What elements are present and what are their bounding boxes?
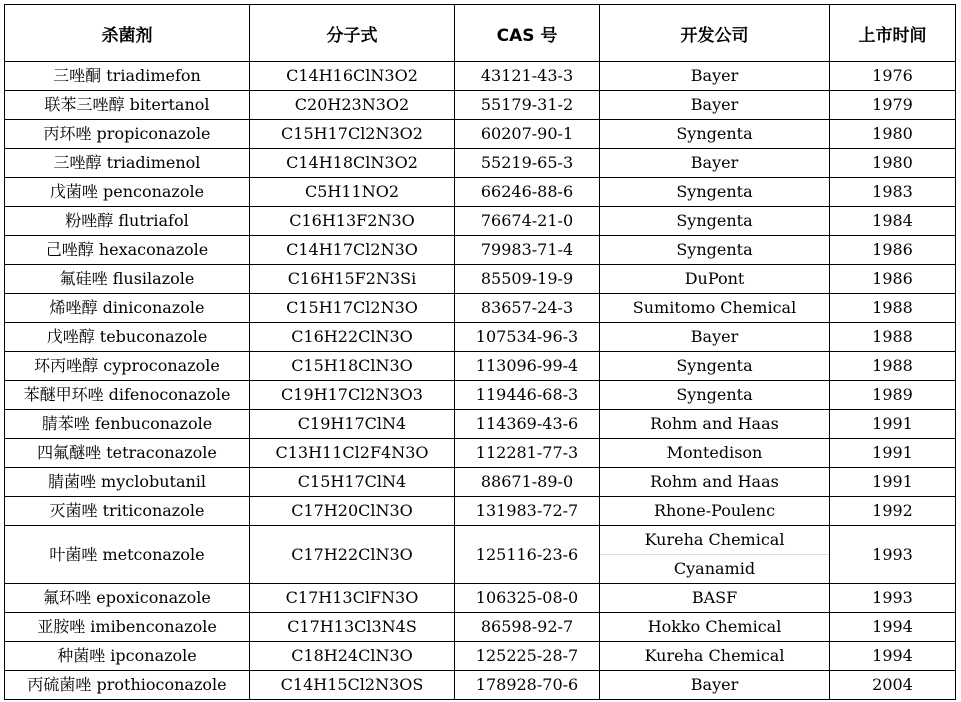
- fungicide-cell: 苯醚甲环唑 difenoconazole: [5, 381, 250, 410]
- year-cell: 1992: [830, 497, 956, 526]
- fungicide-cell: 四氟醚唑 tetraconazole: [5, 439, 250, 468]
- year-cell: 1991: [830, 410, 956, 439]
- company-name: Sumitomo Chemical: [632, 298, 797, 317]
- year-cell: 1986: [830, 236, 956, 265]
- table-row: [5, 149, 956, 178]
- table-row: [5, 62, 956, 91]
- table-row: [5, 120, 956, 149]
- formula-cell: C17H20ClN3O: [250, 497, 455, 526]
- company-name: Hokko Chemical: [647, 617, 782, 636]
- formula-cell: C16H22ClN3O: [250, 323, 455, 352]
- fungicide-cell: 三唑酮 triadimefon: [5, 62, 250, 91]
- formula-cell: C17H13ClFN3O: [250, 584, 455, 613]
- cas-cell: 43121-43-3: [455, 62, 600, 91]
- company-cell: [600, 526, 830, 584]
- table-row: [5, 584, 956, 613]
- year-cell: 2004: [830, 671, 956, 700]
- formula-cell: C15H17Cl2N3O2: [250, 120, 455, 149]
- company-cell: [600, 352, 830, 381]
- formula-cell: C14H16ClN3O2: [250, 62, 455, 91]
- table-row: [5, 207, 956, 236]
- cas-cell: 113096-99-4: [455, 352, 600, 381]
- cas-cell: 66246-88-6: [455, 178, 600, 207]
- fungicide-cell: 腈苯唑 fenbuconazole: [5, 410, 250, 439]
- fungicide-cell: 氟硅唑 flusilazole: [5, 265, 250, 294]
- formula-cell: C5H11NO2: [250, 178, 455, 207]
- formula-cell: C13H11Cl2F4N3O: [250, 439, 455, 468]
- year-cell: 1993: [830, 526, 956, 584]
- cas-cell: 114369-43-6: [455, 410, 600, 439]
- year-cell: 1980: [830, 149, 956, 178]
- company-cell: [600, 323, 830, 352]
- cas-cell: 60207-90-1: [455, 120, 600, 149]
- company-name: Kureha Chemical: [644, 646, 785, 665]
- company-cell: [600, 584, 830, 613]
- year-cell: 1994: [830, 613, 956, 642]
- header-fungicide: 杀菌剂: [5, 5, 250, 62]
- company-name: DuPont: [684, 269, 745, 288]
- cas-cell: 86598-92-7: [455, 613, 600, 642]
- year-cell: 1989: [830, 381, 956, 410]
- fungicide-cell: 粉唑醇 flutriafol: [5, 207, 250, 236]
- company-name: Syngenta: [676, 182, 753, 201]
- company-name: Syngenta: [676, 240, 753, 259]
- company-cell: [600, 468, 830, 497]
- fungicide-cell: 联苯三唑醇 bitertanol: [5, 91, 250, 120]
- table-row: [5, 265, 956, 294]
- cas-cell: 106325-08-0: [455, 584, 600, 613]
- table-header: [5, 5, 956, 62]
- formula-cell: C20H23N3O2: [250, 91, 455, 120]
- company-cell: [600, 265, 830, 294]
- year-cell: 1976: [830, 62, 956, 91]
- formula-cell: C14H17Cl2N3O: [250, 236, 455, 265]
- company-cell: [600, 149, 830, 178]
- cas-cell: 125116-23-6: [455, 526, 600, 584]
- company-name: Bayer: [690, 675, 739, 694]
- fungicide-cell: 己唑醇 hexaconazole: [5, 236, 250, 265]
- formula-cell: C19H17Cl2N3O3: [250, 381, 455, 410]
- fungicide-cell: 环丙唑醇 cyproconazole: [5, 352, 250, 381]
- header-cas: CAS 号: [455, 5, 600, 62]
- company-cell: [600, 410, 830, 439]
- company-cell: [600, 439, 830, 468]
- fungicide-cell: 丙环唑 propiconazole: [5, 120, 250, 149]
- company-cell: [600, 497, 830, 526]
- table-row: [5, 671, 956, 700]
- company-name: Syngenta: [676, 385, 753, 404]
- company-cell: [600, 294, 830, 323]
- company-cell: [600, 62, 830, 91]
- header-formula: 分子式: [250, 5, 455, 62]
- formula-cell: C14H15Cl2N3OS: [250, 671, 455, 700]
- table-row: [5, 613, 956, 642]
- formula-cell: C15H18ClN3O: [250, 352, 455, 381]
- table-row: [5, 178, 956, 207]
- table-row: [5, 468, 956, 497]
- cas-cell: 125225-28-7: [455, 642, 600, 671]
- cas-cell: 119446-68-3: [455, 381, 600, 410]
- formula-cell: C17H13Cl3N4S: [250, 613, 455, 642]
- table-row: [5, 352, 956, 381]
- fungicide-cell: 腈菌唑 myclobutanil: [5, 468, 250, 497]
- header-company: 开发公司: [600, 5, 830, 62]
- table-body: [5, 62, 956, 700]
- formula-cell: C16H13F2N3O: [250, 207, 455, 236]
- cas-cell: 79983-71-4: [455, 236, 600, 265]
- year-cell: 1980: [830, 120, 956, 149]
- table-row: [5, 410, 956, 439]
- table-row: [5, 642, 956, 671]
- header-year: 上市时间: [830, 5, 956, 62]
- cas-cell: 88671-89-0: [455, 468, 600, 497]
- cas-cell: 76674-21-0: [455, 207, 600, 236]
- formula-cell: C18H24ClN3O: [250, 642, 455, 671]
- company-name: Rhone-Poulenc: [653, 501, 776, 520]
- table-row: [5, 497, 956, 526]
- formula-cell: C17H22ClN3O: [250, 526, 455, 584]
- year-cell: 1991: [830, 468, 956, 497]
- formula-cell: C19H17ClN4: [250, 410, 455, 439]
- cas-cell: 55219-65-3: [455, 149, 600, 178]
- header-row: [5, 5, 956, 62]
- fungicide-cell: 亚胺唑 imibenconazole: [5, 613, 250, 642]
- company-cell: [600, 178, 830, 207]
- company-name: Kureha Chemical: [644, 530, 785, 549]
- table-row: [5, 323, 956, 352]
- company-name: Syngenta: [676, 124, 753, 143]
- year-cell: 1986: [830, 265, 956, 294]
- year-cell: 1988: [830, 323, 956, 352]
- cas-cell: 178928-70-6: [455, 671, 600, 700]
- fungicide-cell: 种菌唑 ipconazole: [5, 642, 250, 671]
- fungicide-cell: 三唑醇 triadimenol: [5, 149, 250, 178]
- cas-cell: 107534-96-3: [455, 323, 600, 352]
- formula-cell: C15H17Cl2N3O: [250, 294, 455, 323]
- year-cell: 1993: [830, 584, 956, 613]
- formula-cell: C16H15F2N3Si: [250, 265, 455, 294]
- company-cell: [600, 671, 830, 700]
- year-cell: 1988: [830, 294, 956, 323]
- company-name: BASF: [691, 588, 738, 607]
- company-cell: [600, 236, 830, 265]
- company-cell: [600, 613, 830, 642]
- company-name: Bayer: [690, 153, 739, 172]
- company-name: Rohm and Haas: [650, 472, 779, 491]
- company-name: Bayer: [690, 66, 739, 85]
- fungicide-cell: 灭菌唑 triticonazole: [5, 497, 250, 526]
- company-name: Cyanamid: [600, 554, 829, 583]
- fungicide-cell: 丙硫菌唑 prothioconazole: [5, 671, 250, 700]
- company-cell: [600, 642, 830, 671]
- fungicide-cell: 烯唑醇 diniconazole: [5, 294, 250, 323]
- year-cell: 1994: [830, 642, 956, 671]
- year-cell: 1983: [830, 178, 956, 207]
- cas-cell: 112281-77-3: [455, 439, 600, 468]
- formula-cell: C15H17ClN4: [250, 468, 455, 497]
- document-page: [4, 4, 956, 700]
- table-row: [5, 91, 956, 120]
- company-name: Rohm and Haas: [650, 414, 779, 433]
- formula-cell: C14H18ClN3O2: [250, 149, 455, 178]
- company-name: Syngenta: [676, 211, 753, 230]
- company-name: Bayer: [690, 95, 739, 114]
- company-name: Montedison: [666, 443, 763, 462]
- year-cell: 1988: [830, 352, 956, 381]
- fungicide-cell: 戊菌唑 penconazole: [5, 178, 250, 207]
- cas-cell: 131983-72-7: [455, 497, 600, 526]
- company-cell: [600, 207, 830, 236]
- year-cell: 1991: [830, 439, 956, 468]
- fungicide-cell: 叶菌唑 metconazole: [5, 526, 250, 584]
- company-name: Bayer: [690, 327, 739, 346]
- table-row: [5, 236, 956, 265]
- company-cell: [600, 91, 830, 120]
- cas-cell: 55179-31-2: [455, 91, 600, 120]
- fungicide-cell: 氟环唑 epoxiconazole: [5, 584, 250, 613]
- cas-cell: 83657-24-3: [455, 294, 600, 323]
- year-cell: 1979: [830, 91, 956, 120]
- company-cell: [600, 381, 830, 410]
- table-row: [5, 294, 956, 323]
- fungicide-table: [4, 4, 956, 700]
- cas-cell: 85509-19-9: [455, 265, 600, 294]
- company-name: Syngenta: [676, 356, 753, 375]
- table-row: [5, 439, 956, 468]
- fungicide-cell: 戊唑醇 tebuconazole: [5, 323, 250, 352]
- company-cell: [600, 120, 830, 149]
- table-row: [5, 381, 956, 410]
- year-cell: 1984: [830, 207, 956, 236]
- table-row: [5, 526, 956, 584]
